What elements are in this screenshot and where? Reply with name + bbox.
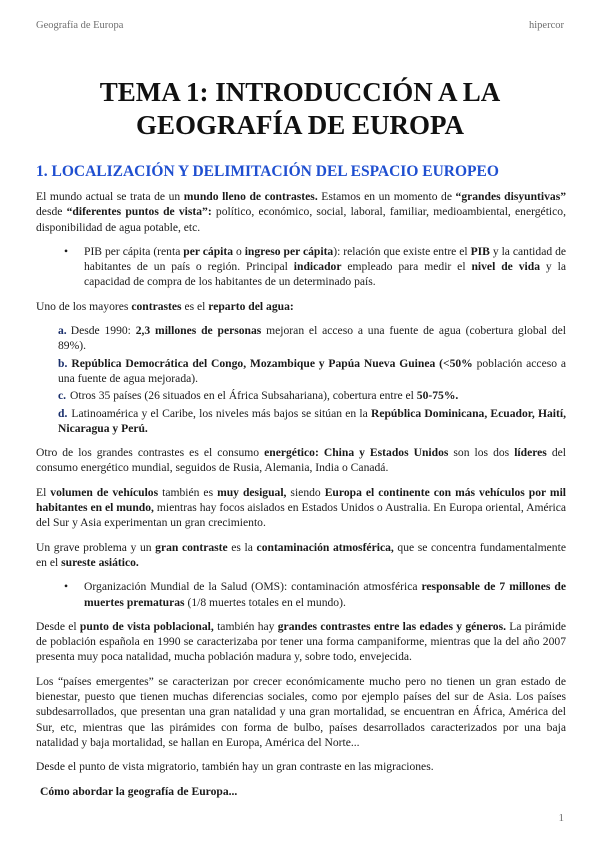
paragraph-water: Uno de los mayores contrastes es el reparto del agua: xyxy=(36,299,294,313)
paragraph-pollution: Un grave problema y un gran contraste es la contaminación atmosférica, que se concentra fundamentalmente en el sureste asiático. xyxy=(36,540,566,569)
list-marker: d. xyxy=(58,406,68,420)
bullet-list-pib xyxy=(36,244,566,290)
document-body xyxy=(36,189,566,808)
title-line-1: TEMA 1: INTRODUCCIÓN A LA xyxy=(99,77,501,107)
page-number: 1 xyxy=(558,812,564,824)
paragraph-approach: Cómo abordar la geografía de Europa... xyxy=(40,784,238,798)
bullet-list-oms xyxy=(36,579,566,610)
bullet-icon: • xyxy=(64,580,69,594)
header-author: hipercor xyxy=(529,20,564,31)
list-item: • PIB per cápita (renta per cápita o ingreso per cápita): relación que existe entre el PIB y la cantidad de habitantes de un país o región. Principal indicador empleado para medir el nivel de vida y la capacidad de compra de los habitantes de un determinado país. xyxy=(64,244,567,289)
list-marker: b. xyxy=(58,356,68,370)
paragraph-population: Desde el punto de vista poblacional, también hay grandes contrastes entre las edades y géneros. La pirámide de población española en 1990 se caracterizaba por tener una forma campaniforme, mientras que la del año 2007 presenta muy poca natalidad, mucha población madura y, sobre todo, envejecida. xyxy=(36,619,567,664)
list-item: b. República Democrática del Congo, Mozambique y Papúa Nueva Guinea (<50% población acceso a una fuente de agua mejorada). xyxy=(58,356,566,385)
water-list xyxy=(36,323,566,436)
bullet-icon: • xyxy=(64,244,69,258)
list-item: d. Latinoamérica y el Caribe, los niveles más bajos se sitúan en la República Dominicana, Ecuador, Haití, Nicaragua y Perú. xyxy=(58,406,566,435)
list-item: a. Desde 1990: 2,3 millones de personas mejoran el acceso a una fuente de agua (cobertura global del 89%). xyxy=(58,324,567,353)
section-heading: 1. LOCALIZACIÓN Y DELIMITACIÓN DEL ESPACIO EUROPEO xyxy=(36,163,499,180)
running-header xyxy=(36,20,564,31)
paragraph-contrasts: El mundo actual se trata de un mundo lleno de contrastes. Estamos en un momento de “grandes disyuntivas” desde “diferentes puntos de vista”: político, económico, social, laboral, familiar, medioambiental, energético, disponibilidad de agua potable, etc. xyxy=(36,190,567,234)
header-course: Geografía de Europa xyxy=(36,20,124,31)
paragraph-vehicles: El volumen de vehículos también es muy desigual, siendo Europa el continente con más vehículos por mil habitantes en el mundo, mientras hay focos aislados en Estados Unidos o Australia. En Europa oriental, América del Sur y Asia experimentan un gran crecimiento. xyxy=(36,485,567,530)
title-line-2: GEOGRAFÍA DE EUROPA xyxy=(135,110,465,140)
page-title xyxy=(36,76,564,142)
paragraph-migration: Desde el punto de vista migratorio, también hay un gran contraste en las migraciones. xyxy=(36,760,434,774)
list-marker: c. xyxy=(58,389,67,403)
list-marker: a. xyxy=(58,324,67,338)
list-item: • Organización Mundial de la Salud (OMS): contaminación atmosférica responsable de 7 millones de muertes prematuras (1/8 muertes totales en el mundo). xyxy=(64,580,566,609)
paragraph-emerging: Los “países emergentes” se caracterizan por crecer económicamente mucho pero no tienen un gran estado de bienestar, puesto que tienen muchas diferencias sociales, como por ejemplo países del sur de Asia. Los países subdesarrollados, que presentan una gran natalidad y una gran mortalidad, se encuentran en África, América del Sur, etc, mientras que las pirámides con forma de bulbo, países desarrollados caracterizados por una baja natalidad y baja mortalidad, se hallan en Europa, América del Norte... xyxy=(36,674,566,749)
paragraph-energy: Otro de los grandes contrastes es el consumo energético: China y Estados Unidos son los dos líderes del consumo energético mundial, seguidos de Rusia, Alemania, India o Canadá. xyxy=(36,446,567,475)
list-item: c. Otros 35 países (26 situados en el África Subsahariana), cobertura entre el 50-75%. xyxy=(58,389,459,403)
